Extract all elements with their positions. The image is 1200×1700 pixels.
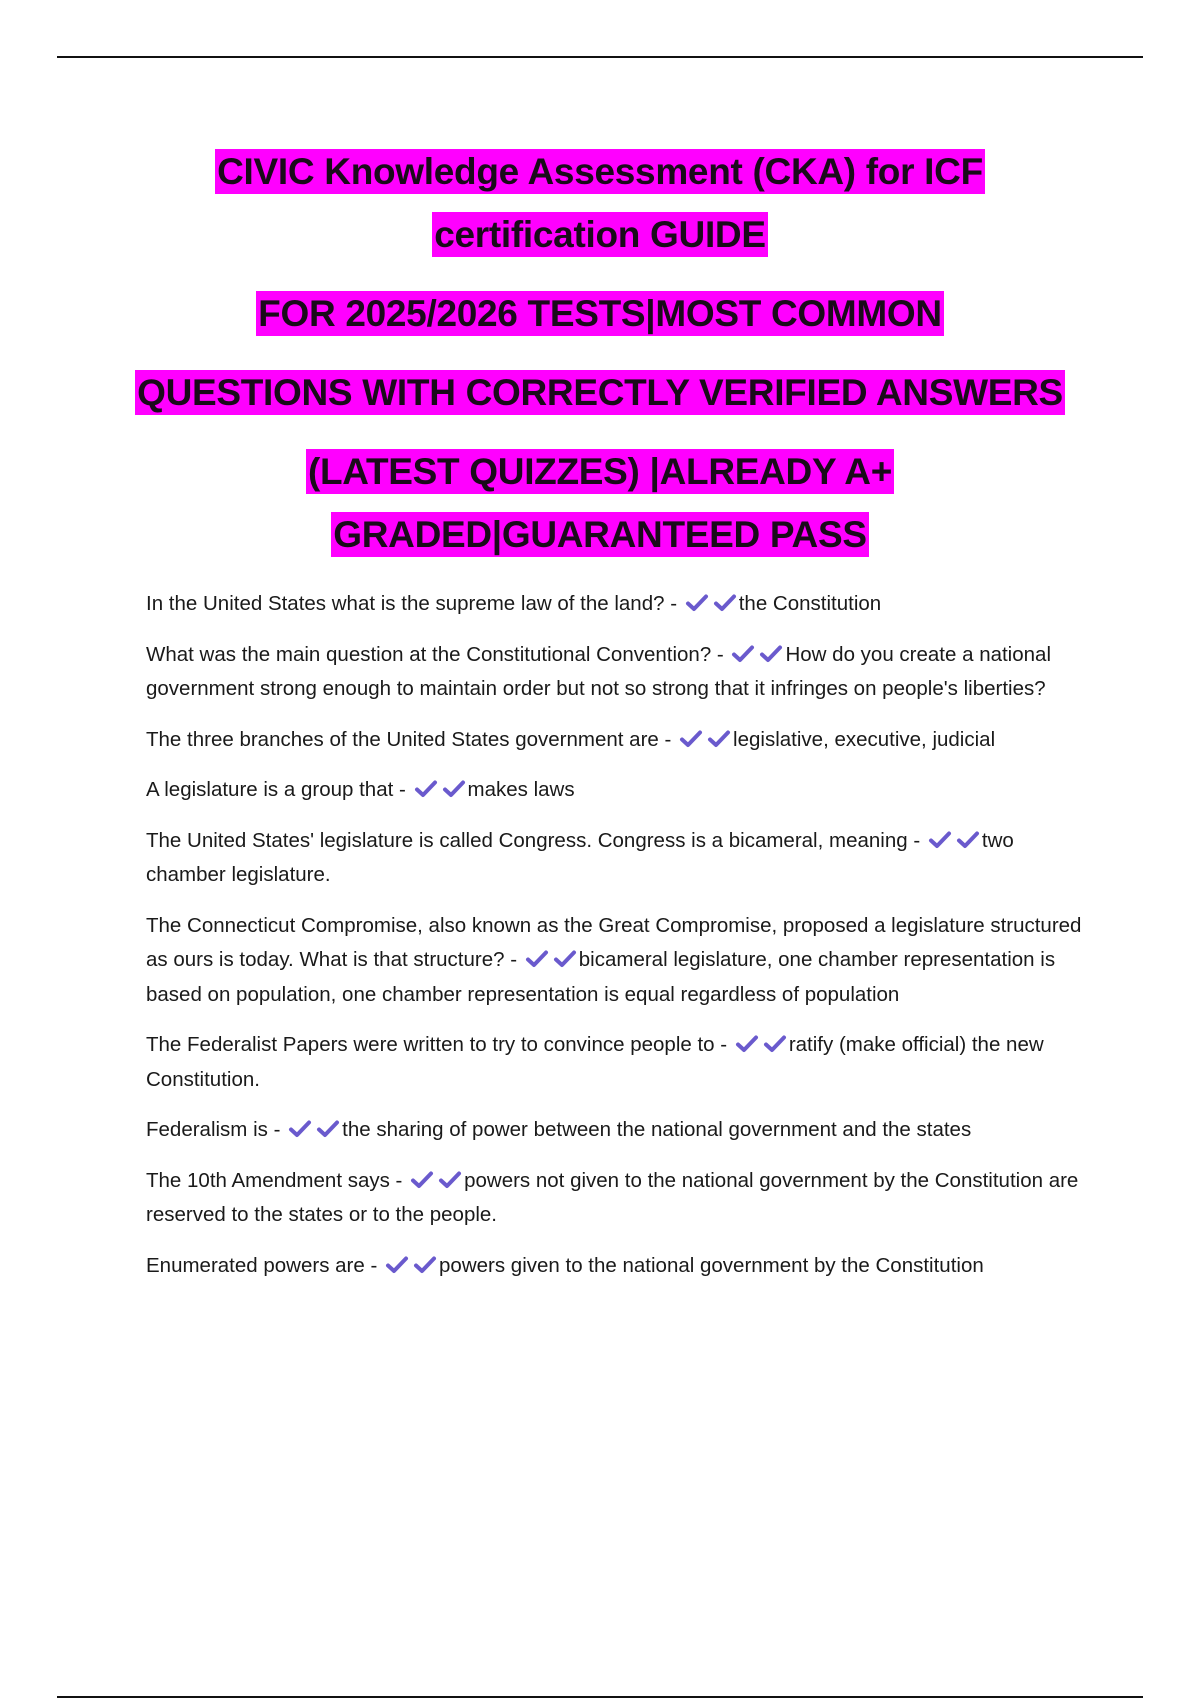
separator: - [504, 948, 518, 971]
title-line: (LATEST QUIZZES) |ALREADY A+ [307, 451, 893, 492]
answer-text: bicameral legislature, one chamber representation is based on population, one chamber representation is equal regardless of population [146, 948, 1056, 1006]
check-icon [316, 1119, 340, 1139]
answer-text: legislative, executive, judicial [733, 727, 996, 751]
qa-item [146, 909, 1086, 1013]
qa-item [146, 723, 1086, 758]
qa-item [146, 824, 1086, 893]
qa-item [146, 638, 1086, 707]
document-title [60, 140, 1140, 566]
question-text: A legislature is a group that [146, 778, 394, 801]
question-text: The United States' legislature is called Congress. Congress is a bicameral, meaning [146, 828, 908, 852]
question-text: The three branches of the United States government are [146, 727, 659, 751]
check-icon [956, 830, 980, 850]
separator: - [364, 1253, 378, 1277]
check-icon [553, 949, 577, 969]
top-rule [57, 56, 1143, 58]
answer-text: the Constitution [738, 592, 882, 615]
answer-text: the sharing of power between the national government and the states [342, 1118, 972, 1141]
check-icon [735, 1034, 759, 1054]
check-icon [410, 1170, 434, 1190]
answer-text: makes laws [467, 778, 575, 801]
answer-text: ratify (make official) the new Constitution. [146, 1033, 1044, 1091]
qa-list [146, 587, 1086, 1299]
question-text: Federalism is [146, 1118, 268, 1141]
check-icon [288, 1119, 312, 1139]
check-icon [438, 1170, 462, 1190]
separator: - [267, 1118, 281, 1141]
check-icon [442, 779, 466, 799]
separator: - [389, 1168, 403, 1192]
check-icon [707, 729, 731, 749]
question-text: The 10th Amendment says [146, 1168, 390, 1192]
question-text: In the United States what is the supreme law of the land? [146, 592, 665, 615]
question-text: The Federalist Papers were written to try to convince people to [146, 1033, 715, 1056]
answer-text: powers given to the national government by the Constitution [439, 1253, 984, 1277]
separator: - [711, 642, 724, 666]
qa-item [146, 1028, 1086, 1097]
answer-text: powers not given to the national government by the Constitution are reserved to the states or to the people. [146, 1168, 1079, 1226]
check-icon [928, 830, 952, 850]
title-line: GRADED|GUARANTEED PASS [333, 514, 867, 555]
question-text: Enumerated powers are [146, 1253, 365, 1277]
check-icon [413, 1255, 437, 1275]
separator: - [907, 828, 921, 852]
title-line: QUESTIONS WITH CORRECTLY VERIFIED ANSWERS [137, 372, 1063, 413]
question-text: The Connecticut Compromise, also known as the Great Compromise, proposed a legislature structured as ours is today. What is that structure? [146, 913, 1082, 971]
check-icon [759, 644, 783, 664]
question-text: What was the main question at the Constitutional Convention? [146, 642, 712, 666]
qa-item [146, 773, 1086, 808]
check-icon [713, 593, 737, 613]
check-icon [385, 1255, 409, 1275]
check-icon [679, 729, 703, 749]
qa-item [146, 587, 1086, 622]
separator: - [714, 1033, 728, 1056]
separator: - [393, 778, 406, 801]
title-line: certification GUIDE [434, 214, 766, 255]
title-line: FOR 2025/2026 TESTS|MOST COMMON [258, 293, 942, 334]
check-icon [731, 644, 755, 664]
check-icon [685, 593, 709, 613]
qa-item [146, 1113, 1086, 1148]
separator: - [658, 727, 672, 751]
title-line: CIVIC Knowledge Assessment (CKA) for ICF [217, 151, 983, 192]
check-icon [414, 779, 438, 799]
answer-text: How do you create a national government strong enough to maintain order but not so strong that it infringes on people's liberties? [146, 642, 1051, 700]
check-icon [525, 949, 549, 969]
qa-item [146, 1164, 1086, 1233]
answer-text: two chamber legislature. [146, 828, 1014, 886]
separator: - [664, 592, 678, 615]
check-icon [763, 1034, 787, 1054]
bottom-rule [57, 1696, 1143, 1698]
qa-item [146, 1249, 1086, 1284]
